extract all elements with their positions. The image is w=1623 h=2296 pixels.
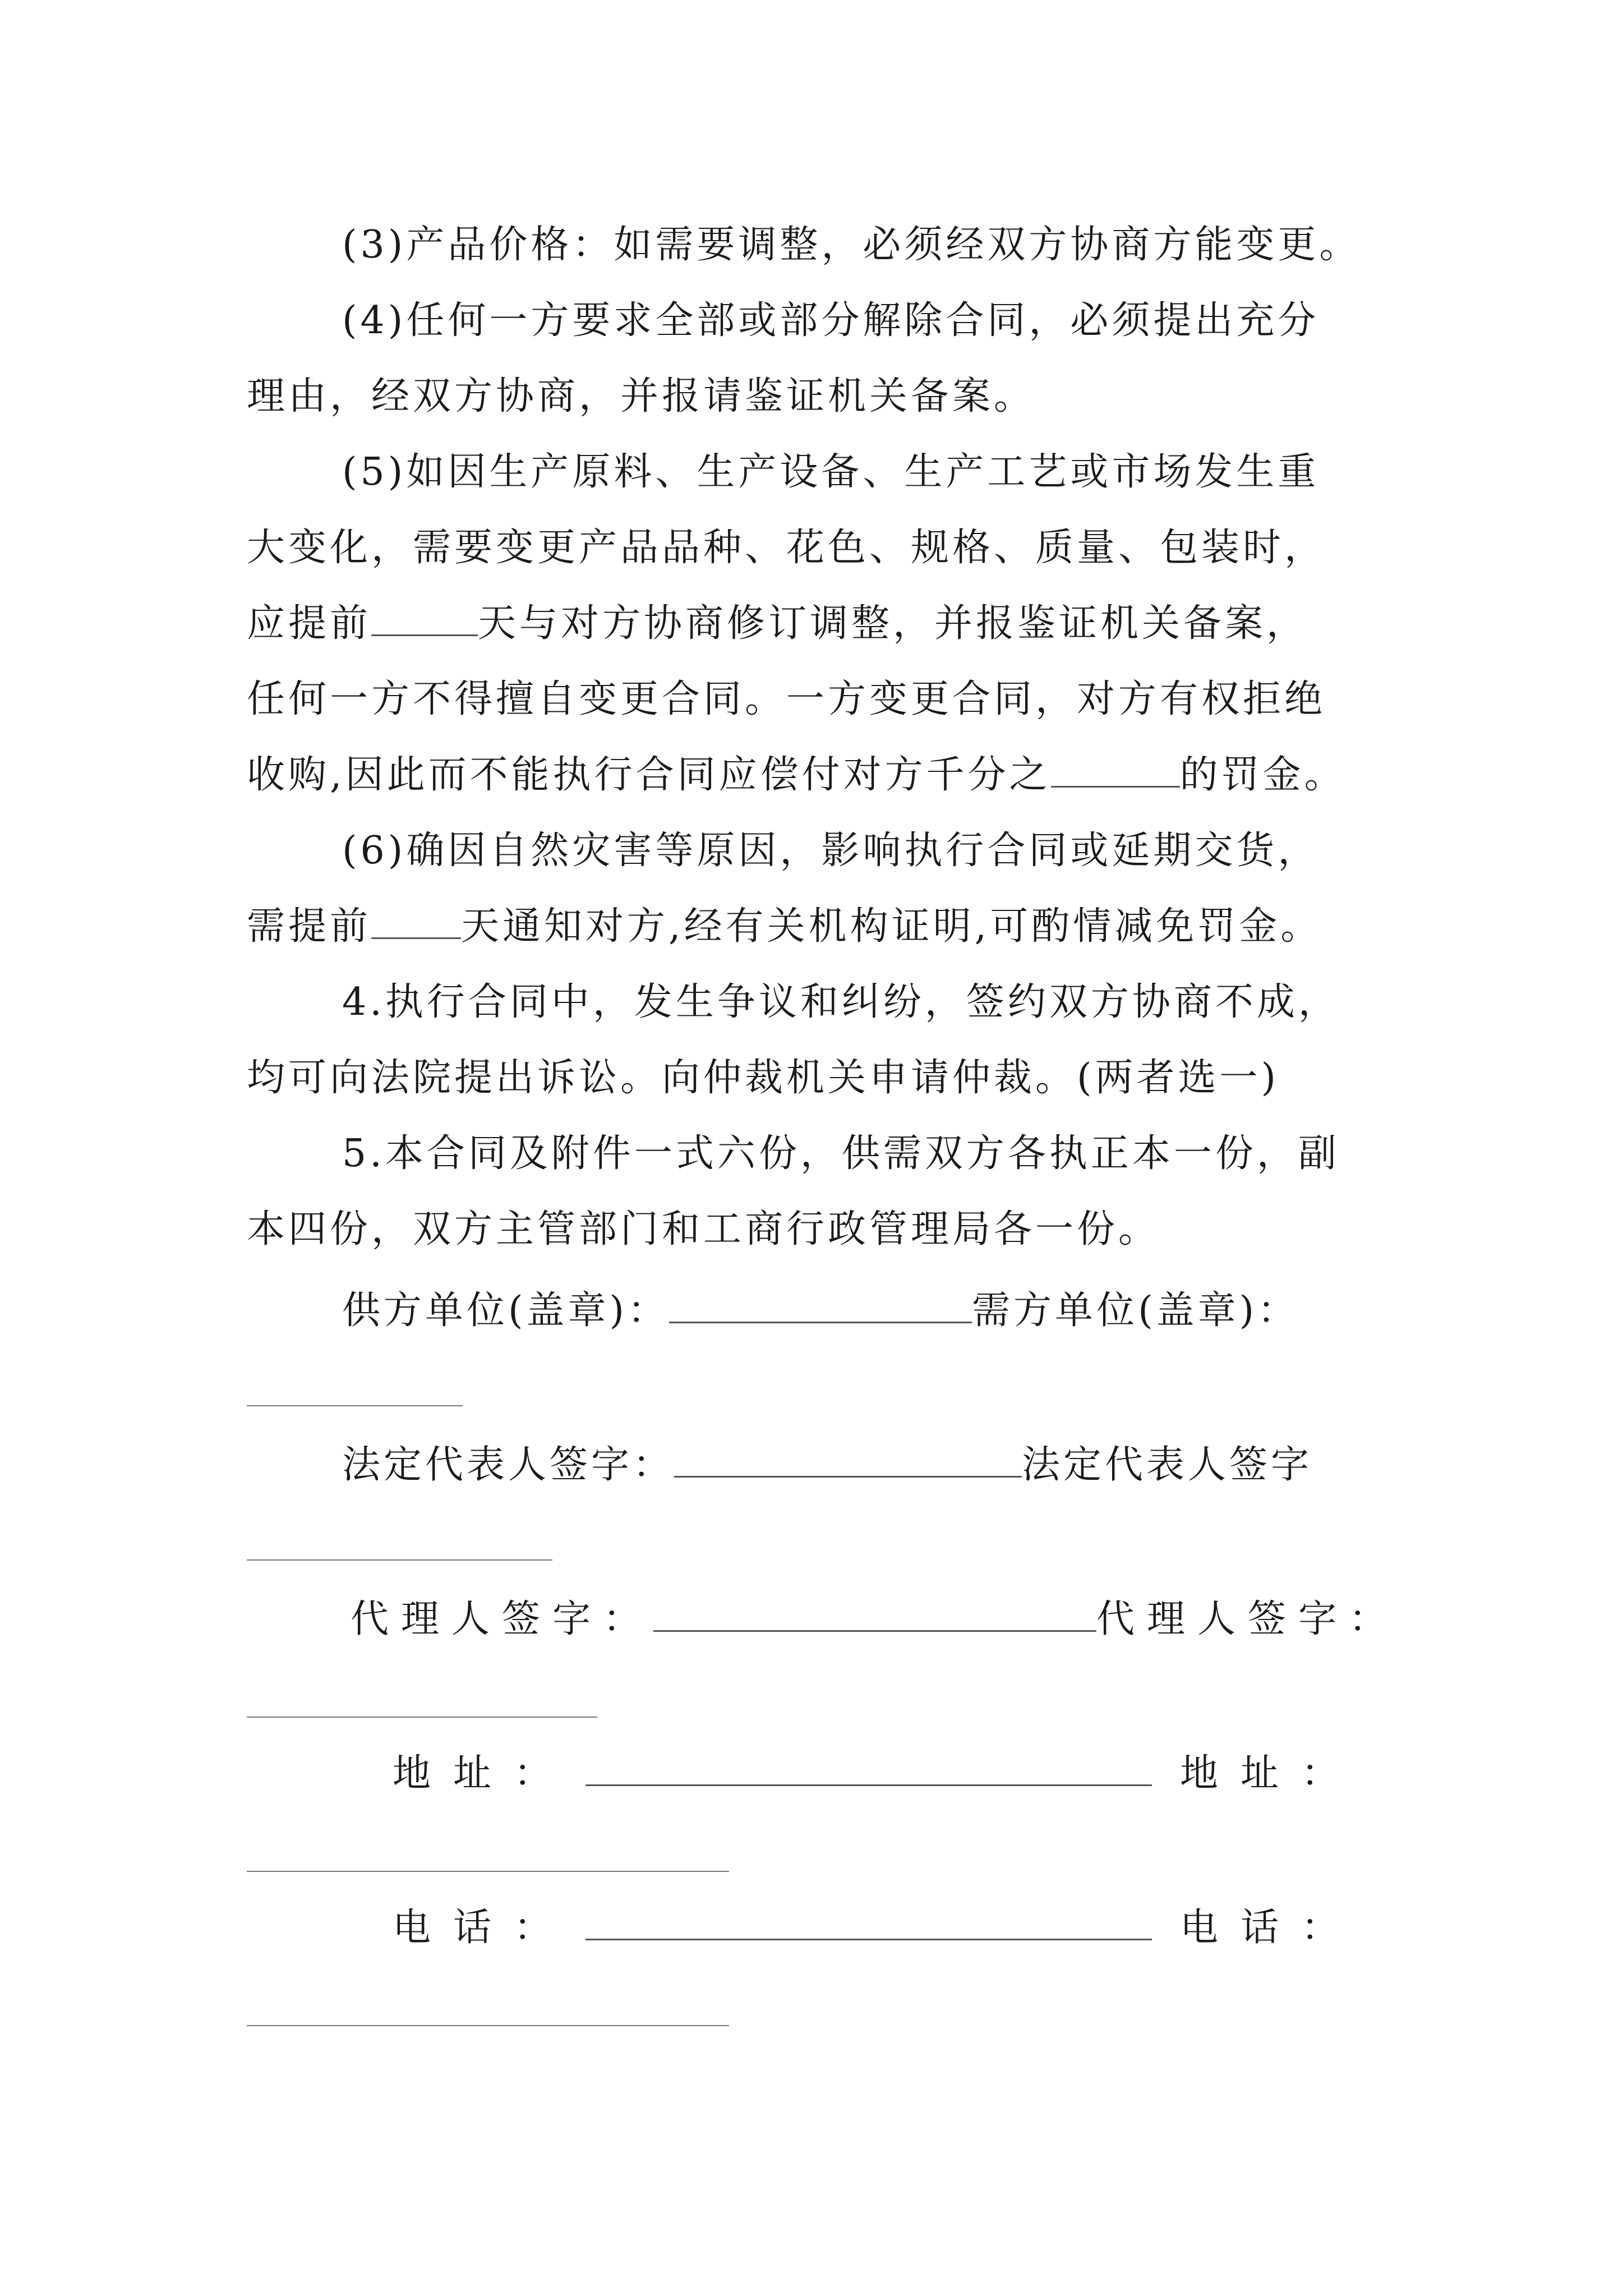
- section-5-line-2: 本四份，双方主管部门和工商行政管理局各一份。: [247, 1207, 1160, 1251]
- phone-left-field[interactable]: [585, 1905, 1152, 1940]
- paragraph-4-line-1: (4)任何一方要求全部或部分解除合同，必须提出充分: [342, 298, 1320, 343]
- paragraph-6-text: 天通知对方,经有关机构证明,可酌情减免罚金。: [461, 904, 1322, 949]
- days-blank[interactable]: [371, 601, 478, 636]
- address-left-field[interactable]: [585, 1751, 1152, 1786]
- paragraph-5-text: 收购,因此而不能执行合同应偿付对方千分之: [247, 753, 1051, 797]
- legal-rep-row: [342, 1442, 1312, 1489]
- paragraph-5-text: 的罚金。: [1179, 753, 1346, 797]
- paragraph-5-line-5: [247, 752, 1346, 799]
- agent-row: [351, 1596, 1399, 1643]
- paragraph-5-line-1: (5)如因生产原料、生产设备、生产工艺或市场发生重: [342, 450, 1320, 494]
- address-left-label: 地址：: [393, 1751, 575, 1796]
- notice-days-blank[interactable]: [371, 904, 461, 939]
- paragraph-5-line-4: 任何一方不得擅自变更合同。一方变更合同，对方有权拒绝: [247, 677, 1326, 721]
- paragraph-6-line-1: (6)确因自然灾害等原因，影响执行合同或延期交货，: [342, 829, 1320, 873]
- paragraph-4-line-2: 理由，经双方协商，并报请鉴证机关备案。: [247, 374, 1036, 418]
- buyer-unit-label: 需方单位(盖章)：: [972, 1289, 1299, 1333]
- address-right-field[interactable]: [247, 1871, 729, 1872]
- legal-rep-left-label: 法定代表人签字：: [342, 1443, 675, 1487]
- address-row: [393, 1750, 1362, 1797]
- legal-rep-right-field[interactable]: [247, 1559, 552, 1561]
- paragraph-6-line-2: [247, 903, 1322, 950]
- supplier-unit-field[interactable]: [669, 1288, 972, 1323]
- section-5-line-1: 5.本合同及附件一式六份，供需双方各执正本一份，副: [342, 1131, 1340, 1176]
- paragraph-5-line-3: [247, 600, 1308, 647]
- agent-right-field[interactable]: [247, 1717, 597, 1718]
- legal-rep-right-label: 法定代表人签字: [1022, 1443, 1313, 1487]
- supplier-signature-row: [342, 1287, 1299, 1335]
- paragraph-5-text: 天与对方协商修订调整，并报鉴证机关备案，: [478, 601, 1308, 646]
- paragraph-5-text: 应提前: [247, 601, 372, 646]
- agent-left-field[interactable]: [653, 1596, 1096, 1632]
- address-right-label: 地址：: [1180, 1751, 1362, 1796]
- phone-right-label: 电话：: [1180, 1906, 1362, 1950]
- section-4-line-1: 4.执行合同中，发生争议和纠纷，签约双方协商不成，: [342, 980, 1340, 1024]
- phone-left-label: 电话：: [393, 1906, 575, 1950]
- legal-rep-left-field[interactable]: [674, 1442, 1022, 1478]
- paragraph-5-line-2: 大变化，需要变更产品品种、花色、规格、质量、包装时，: [247, 526, 1326, 570]
- penalty-blank[interactable]: [1051, 752, 1180, 788]
- paragraph-6-text: 需提前: [247, 904, 372, 949]
- section-4-line-2: 均可向法院提出诉讼。向仲裁机关申请仲裁。(两者选一): [247, 1056, 1280, 1100]
- agent-right-label: 代理人签字：: [1096, 1597, 1400, 1641]
- agent-left-label: 代理人签字：: [351, 1597, 654, 1641]
- phone-right-field[interactable]: [247, 2025, 729, 2026]
- paragraph-3: (3)产品价格：如需要调整，必须经双方协商方能变更。: [342, 223, 1361, 267]
- buyer-unit-field[interactable]: [247, 1405, 463, 1406]
- supplier-unit-label: 供方单位(盖章)：: [342, 1289, 670, 1333]
- phone-row: [393, 1904, 1362, 1952]
